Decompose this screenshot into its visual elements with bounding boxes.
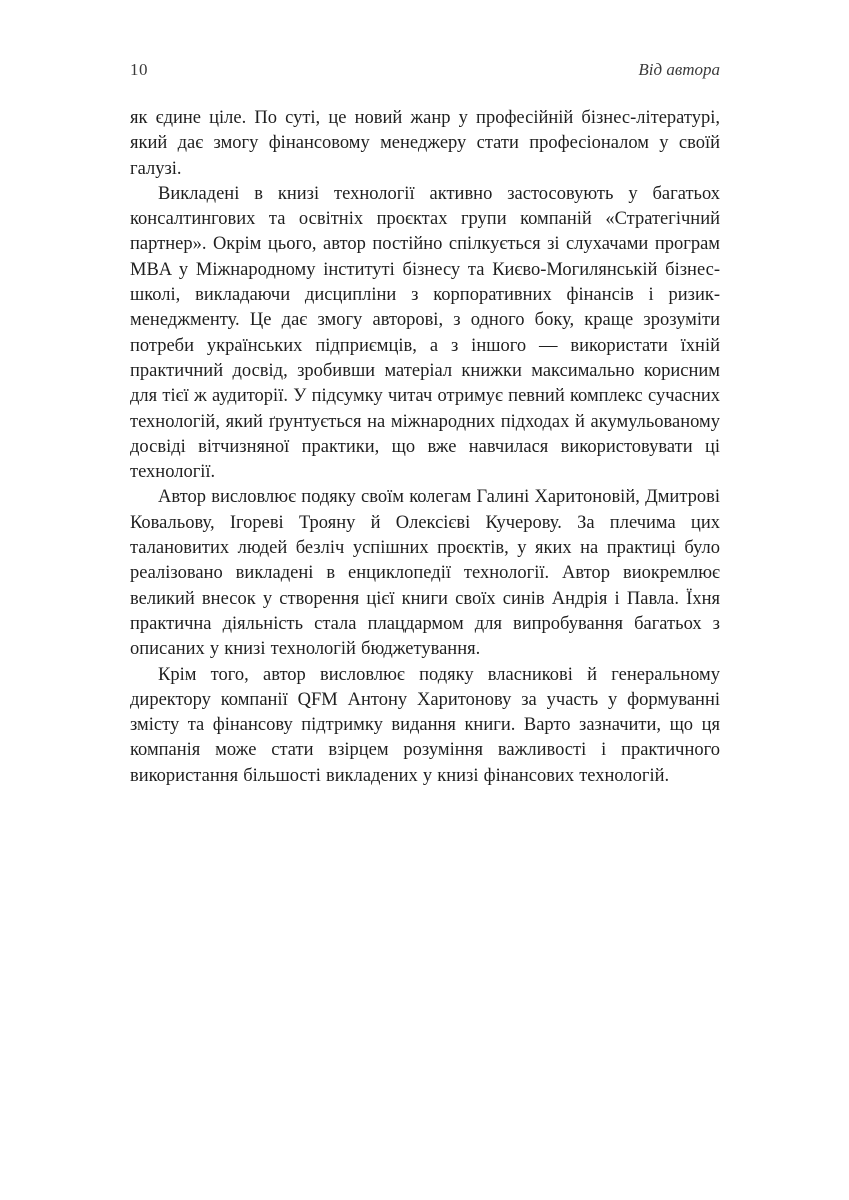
paragraph: Викладені в книзі технології активно застосовують у багатьох консалтингових та освітніх проєктах групи компаній «Стратегічний партнер». Окрім цього, автор постійно спілкується зі слухачами програм MBA у Міжнародному інституті бізнесу та Києво-Могилянській бізнес-школі, викладаючи дисципліни з корпоративних фінансів і ризик-менеджменту. Це дає змогу авторові, з одного боку, краще зрозуміти потреби українських підприємців, а з іншого — використати їхній практичний досвід, зробивши матеріал книжки максимально корисним для тієї ж аудиторії. У підсумку читач отримує певний комплекс сучасних технологій, який ґрунтується на міжнародних підходах й акумульованому досвіді вітчизняної практики, що вже навчилася використовувати ці технології.	[130, 183, 720, 483]
paragraph-continuation: як єдине ціле. По суті, це новий жанр у професійній бізнес-літературі, який дає змогу фінансовому менеджеру стати професіоналом у своїй галузі.	[130, 108, 720, 179]
page-number: 10	[130, 60, 148, 79]
running-header	[130, 60, 720, 80]
paragraph: Крім того, автор висловлює подяку власникові й генеральному директору компанії QFM Антону Харитонову за участь у формуванні змісту та фінансову підтримку видання книги. Варто зазначити, що ця компанія може стати взірцем розуміння важливості і практичного використання більшості викладених у книзі фінансових технологій.	[130, 664, 720, 786]
running-header-title: Від автора	[638, 60, 720, 79]
paragraph: Автор висловлює подяку своїм колегам Галині Харитоновій, Дмитрові Ковальову, Ігореві Трояну й Олексієві Кучерову. За плечима цих талановитих людей безліч успішних проєктів, у яких на практиці було реалізовано викладені в енциклопедії технології. Автор виокремлює великий внесок у створення цієї книги своїх синів Андрія і Павла. Їхня практична діяльність стала плацдармом для випробування багатьох з описаних у книзі технологій бюджетування.	[130, 487, 720, 660]
body-text	[130, 106, 720, 789]
